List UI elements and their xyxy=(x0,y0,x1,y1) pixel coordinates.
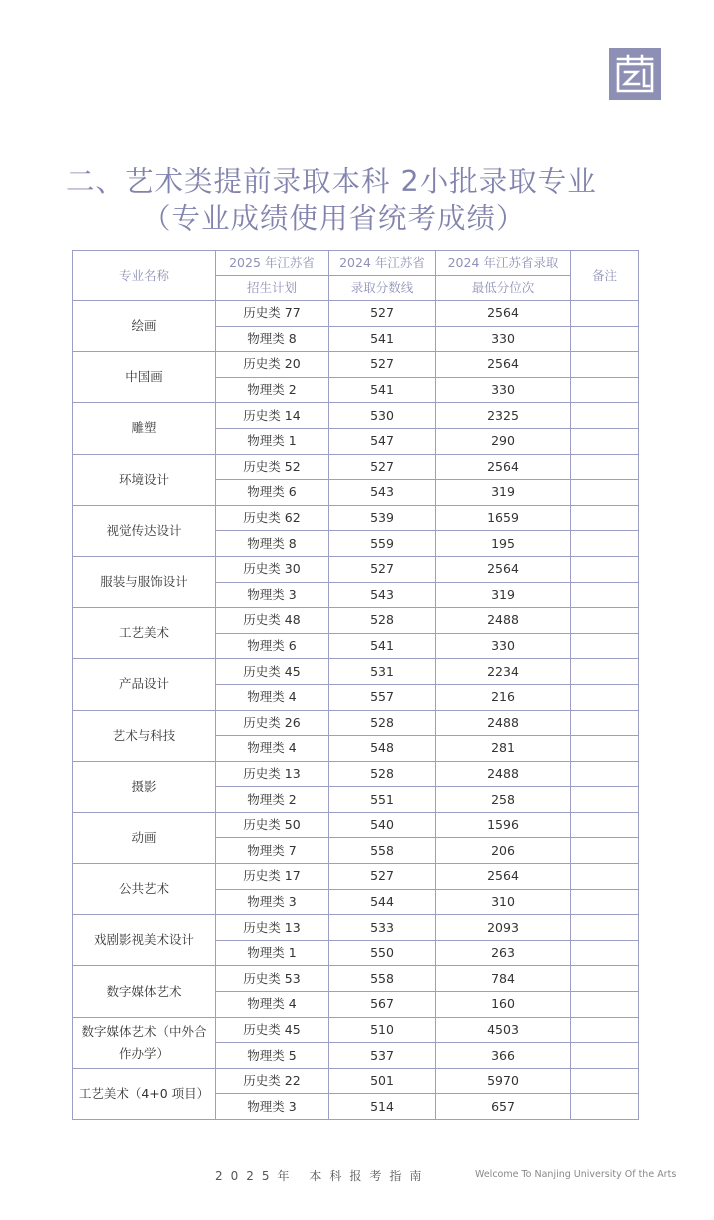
table-row xyxy=(73,761,639,787)
note-cell xyxy=(571,403,639,429)
major-name-cell: 服装与服饰设计 xyxy=(73,556,216,607)
plan-cell: 物理类 8 xyxy=(216,531,329,557)
major-name-cell: 产品设计 xyxy=(73,659,216,710)
plan-cell: 历史类 13 xyxy=(216,761,329,787)
plan-cell: 历史类 26 xyxy=(216,710,329,736)
rank-cell: 216 xyxy=(436,684,571,710)
note-cell xyxy=(571,1017,639,1043)
plan-cell: 物理类 1 xyxy=(216,940,329,966)
plan-cell: 物理类 7 xyxy=(216,838,329,864)
table-row xyxy=(73,1017,639,1043)
plan-cell: 历史类 62 xyxy=(216,505,329,531)
note-cell xyxy=(571,659,639,685)
plan-cell: 物理类 5 xyxy=(216,1043,329,1069)
major-name-cell: 绘画 xyxy=(73,301,216,352)
score-cell: 557 xyxy=(329,684,436,710)
table-row xyxy=(73,301,639,327)
note-cell xyxy=(571,1068,639,1094)
title-line-2: （专业成绩使用省统考成绩） xyxy=(142,202,526,235)
page-title xyxy=(66,163,706,237)
score-cell: 510 xyxy=(329,1017,436,1043)
plan-cell: 物理类 6 xyxy=(216,480,329,506)
rank-cell: 4503 xyxy=(436,1017,571,1043)
score-cell: 527 xyxy=(329,556,436,582)
note-cell xyxy=(571,608,639,634)
plan-cell: 历史类 14 xyxy=(216,403,329,429)
plan-cell: 历史类 17 xyxy=(216,864,329,890)
major-name-cell: 动画 xyxy=(73,812,216,863)
rank-cell: 319 xyxy=(436,582,571,608)
score-cell: 539 xyxy=(329,505,436,531)
rank-cell: 160 xyxy=(436,992,571,1018)
rank-cell: 2488 xyxy=(436,608,571,634)
score-cell: 530 xyxy=(329,403,436,429)
table-row xyxy=(73,915,639,941)
note-cell xyxy=(571,761,639,787)
rank-cell: 330 xyxy=(436,377,571,403)
score-cell: 544 xyxy=(329,889,436,915)
plan-cell: 历史类 48 xyxy=(216,608,329,634)
major-name-cell: 雕塑 xyxy=(73,403,216,454)
rank-cell: 2325 xyxy=(436,403,571,429)
rank-cell: 263 xyxy=(436,940,571,966)
score-cell: 543 xyxy=(329,582,436,608)
note-cell xyxy=(571,377,639,403)
table-row xyxy=(73,966,639,992)
note-cell xyxy=(571,736,639,762)
rank-cell: 2564 xyxy=(436,454,571,480)
rank-cell: 2093 xyxy=(436,915,571,941)
table-row xyxy=(73,1068,639,1094)
rank-cell: 784 xyxy=(436,966,571,992)
score-cell: 567 xyxy=(329,992,436,1018)
plan-cell: 历史类 45 xyxy=(216,659,329,685)
major-name-cell: 摄影 xyxy=(73,761,216,812)
header-plan: 2025 年江苏省 xyxy=(216,251,329,276)
page-footer xyxy=(215,1167,675,1184)
score-cell: 537 xyxy=(329,1043,436,1069)
score-cell: 533 xyxy=(329,915,436,941)
note-cell xyxy=(571,992,639,1018)
major-name-cell: 艺术与科技 xyxy=(73,710,216,761)
plan-cell: 物理类 4 xyxy=(216,684,329,710)
note-cell xyxy=(571,352,639,378)
header-rank-sub: 最低分位次 xyxy=(436,276,571,301)
plan-cell: 历史类 53 xyxy=(216,966,329,992)
major-name-cell: 环境设计 xyxy=(73,454,216,505)
note-cell xyxy=(571,684,639,710)
footer-guide-title: 2025年 本科报考指南 xyxy=(215,1169,430,1183)
rank-cell: 366 xyxy=(436,1043,571,1069)
header-rank: 2024 年江苏省录取 xyxy=(436,251,571,276)
plan-cell: 历史类 77 xyxy=(216,301,329,327)
table-row xyxy=(73,352,639,378)
note-cell xyxy=(571,582,639,608)
plan-cell: 物理类 3 xyxy=(216,582,329,608)
plan-cell: 历史类 22 xyxy=(216,1068,329,1094)
note-cell xyxy=(571,915,639,941)
score-cell: 527 xyxy=(329,352,436,378)
note-cell xyxy=(571,454,639,480)
major-name-cell: 数字媒体艺术 xyxy=(73,966,216,1017)
rank-cell: 258 xyxy=(436,787,571,813)
score-cell: 541 xyxy=(329,326,436,352)
title-line-1: 二、艺术类提前录取本科 2小批录取专业 xyxy=(66,165,597,198)
table-body xyxy=(73,301,639,1120)
footer-english-slogan: Welcome To Nanjing University Of the Arts xyxy=(475,1169,677,1180)
header-score-sub: 录取分数线 xyxy=(329,276,436,301)
note-cell xyxy=(571,633,639,659)
header-note: 备注 xyxy=(571,251,639,301)
table-row xyxy=(73,864,639,890)
plan-cell: 物理类 4 xyxy=(216,736,329,762)
rank-cell: 330 xyxy=(436,633,571,659)
major-name-cell: 数字媒体艺术（中外合作办学） xyxy=(73,1017,216,1068)
note-cell xyxy=(571,1094,639,1120)
plan-cell: 物理类 2 xyxy=(216,787,329,813)
plan-cell: 物理类 1 xyxy=(216,428,329,454)
score-cell: 558 xyxy=(329,966,436,992)
major-name-cell: 公共艺术 xyxy=(73,864,216,915)
note-cell xyxy=(571,889,639,915)
major-name-cell: 工艺美术 xyxy=(73,608,216,659)
score-cell: 528 xyxy=(329,761,436,787)
score-cell: 548 xyxy=(329,736,436,762)
table-row xyxy=(73,556,639,582)
rank-cell: 319 xyxy=(436,480,571,506)
header-plan-sub: 招生计划 xyxy=(216,276,329,301)
major-name-cell: 戏剧影视美术设计 xyxy=(73,915,216,966)
rank-cell: 2564 xyxy=(436,864,571,890)
rank-cell: 195 xyxy=(436,531,571,557)
score-cell: 547 xyxy=(329,428,436,454)
plan-cell: 历史类 50 xyxy=(216,812,329,838)
rank-cell: 2564 xyxy=(436,556,571,582)
header-major: 专业名称 xyxy=(73,251,216,301)
major-name-cell: 中国画 xyxy=(73,352,216,403)
plan-cell: 历史类 52 xyxy=(216,454,329,480)
rank-cell: 5970 xyxy=(436,1068,571,1094)
score-cell: 543 xyxy=(329,480,436,506)
rank-cell: 281 xyxy=(436,736,571,762)
plan-cell: 物理类 2 xyxy=(216,377,329,403)
major-name-cell: 工艺美术（4+0 项目） xyxy=(73,1068,216,1119)
score-cell: 558 xyxy=(329,838,436,864)
table-row xyxy=(73,608,639,634)
note-cell xyxy=(571,787,639,813)
rank-cell: 206 xyxy=(436,838,571,864)
plan-cell: 历史类 20 xyxy=(216,352,329,378)
note-cell xyxy=(571,864,639,890)
note-cell xyxy=(571,531,639,557)
score-cell: 559 xyxy=(329,531,436,557)
note-cell xyxy=(571,326,639,352)
score-cell: 551 xyxy=(329,787,436,813)
rank-cell: 290 xyxy=(436,428,571,454)
header-score: 2024 年江苏省 xyxy=(329,251,436,276)
rank-cell: 310 xyxy=(436,889,571,915)
rank-cell: 2234 xyxy=(436,659,571,685)
plan-cell: 物理类 3 xyxy=(216,889,329,915)
header-row xyxy=(73,251,639,276)
score-cell: 527 xyxy=(329,864,436,890)
note-cell xyxy=(571,966,639,992)
score-cell: 527 xyxy=(329,454,436,480)
table-row xyxy=(73,454,639,480)
note-cell xyxy=(571,556,639,582)
table-row xyxy=(73,403,639,429)
plan-cell: 历史类 30 xyxy=(216,556,329,582)
note-cell xyxy=(571,838,639,864)
score-cell: 541 xyxy=(329,633,436,659)
note-cell xyxy=(571,940,639,966)
score-cell: 550 xyxy=(329,940,436,966)
plan-cell: 物理类 3 xyxy=(216,1094,329,1120)
note-cell xyxy=(571,480,639,506)
plan-cell: 历史类 45 xyxy=(216,1017,329,1043)
major-name-cell: 视觉传达设计 xyxy=(73,505,216,556)
score-cell: 514 xyxy=(329,1094,436,1120)
note-cell xyxy=(571,812,639,838)
note-cell xyxy=(571,1043,639,1069)
score-cell: 541 xyxy=(329,377,436,403)
score-cell: 540 xyxy=(329,812,436,838)
plan-cell: 物理类 4 xyxy=(216,992,329,1018)
rank-cell: 2488 xyxy=(436,710,571,736)
rank-cell: 1659 xyxy=(436,505,571,531)
table-row xyxy=(73,710,639,736)
rank-cell: 1596 xyxy=(436,812,571,838)
rank-cell: 657 xyxy=(436,1094,571,1120)
note-cell xyxy=(571,428,639,454)
score-cell: 527 xyxy=(329,301,436,327)
score-cell: 531 xyxy=(329,659,436,685)
table-row xyxy=(73,812,639,838)
plan-cell: 物理类 8 xyxy=(216,326,329,352)
table-row xyxy=(73,505,639,531)
admission-table xyxy=(72,250,639,1120)
plan-cell: 历史类 13 xyxy=(216,915,329,941)
rank-cell: 2564 xyxy=(436,301,571,327)
score-cell: 501 xyxy=(329,1068,436,1094)
rank-cell: 2564 xyxy=(436,352,571,378)
university-seal-icon xyxy=(609,48,661,100)
note-cell xyxy=(571,710,639,736)
table-row xyxy=(73,659,639,685)
note-cell xyxy=(571,301,639,327)
note-cell xyxy=(571,505,639,531)
score-cell: 528 xyxy=(329,710,436,736)
rank-cell: 330 xyxy=(436,326,571,352)
score-cell: 528 xyxy=(329,608,436,634)
rank-cell: 2488 xyxy=(436,761,571,787)
plan-cell: 物理类 6 xyxy=(216,633,329,659)
